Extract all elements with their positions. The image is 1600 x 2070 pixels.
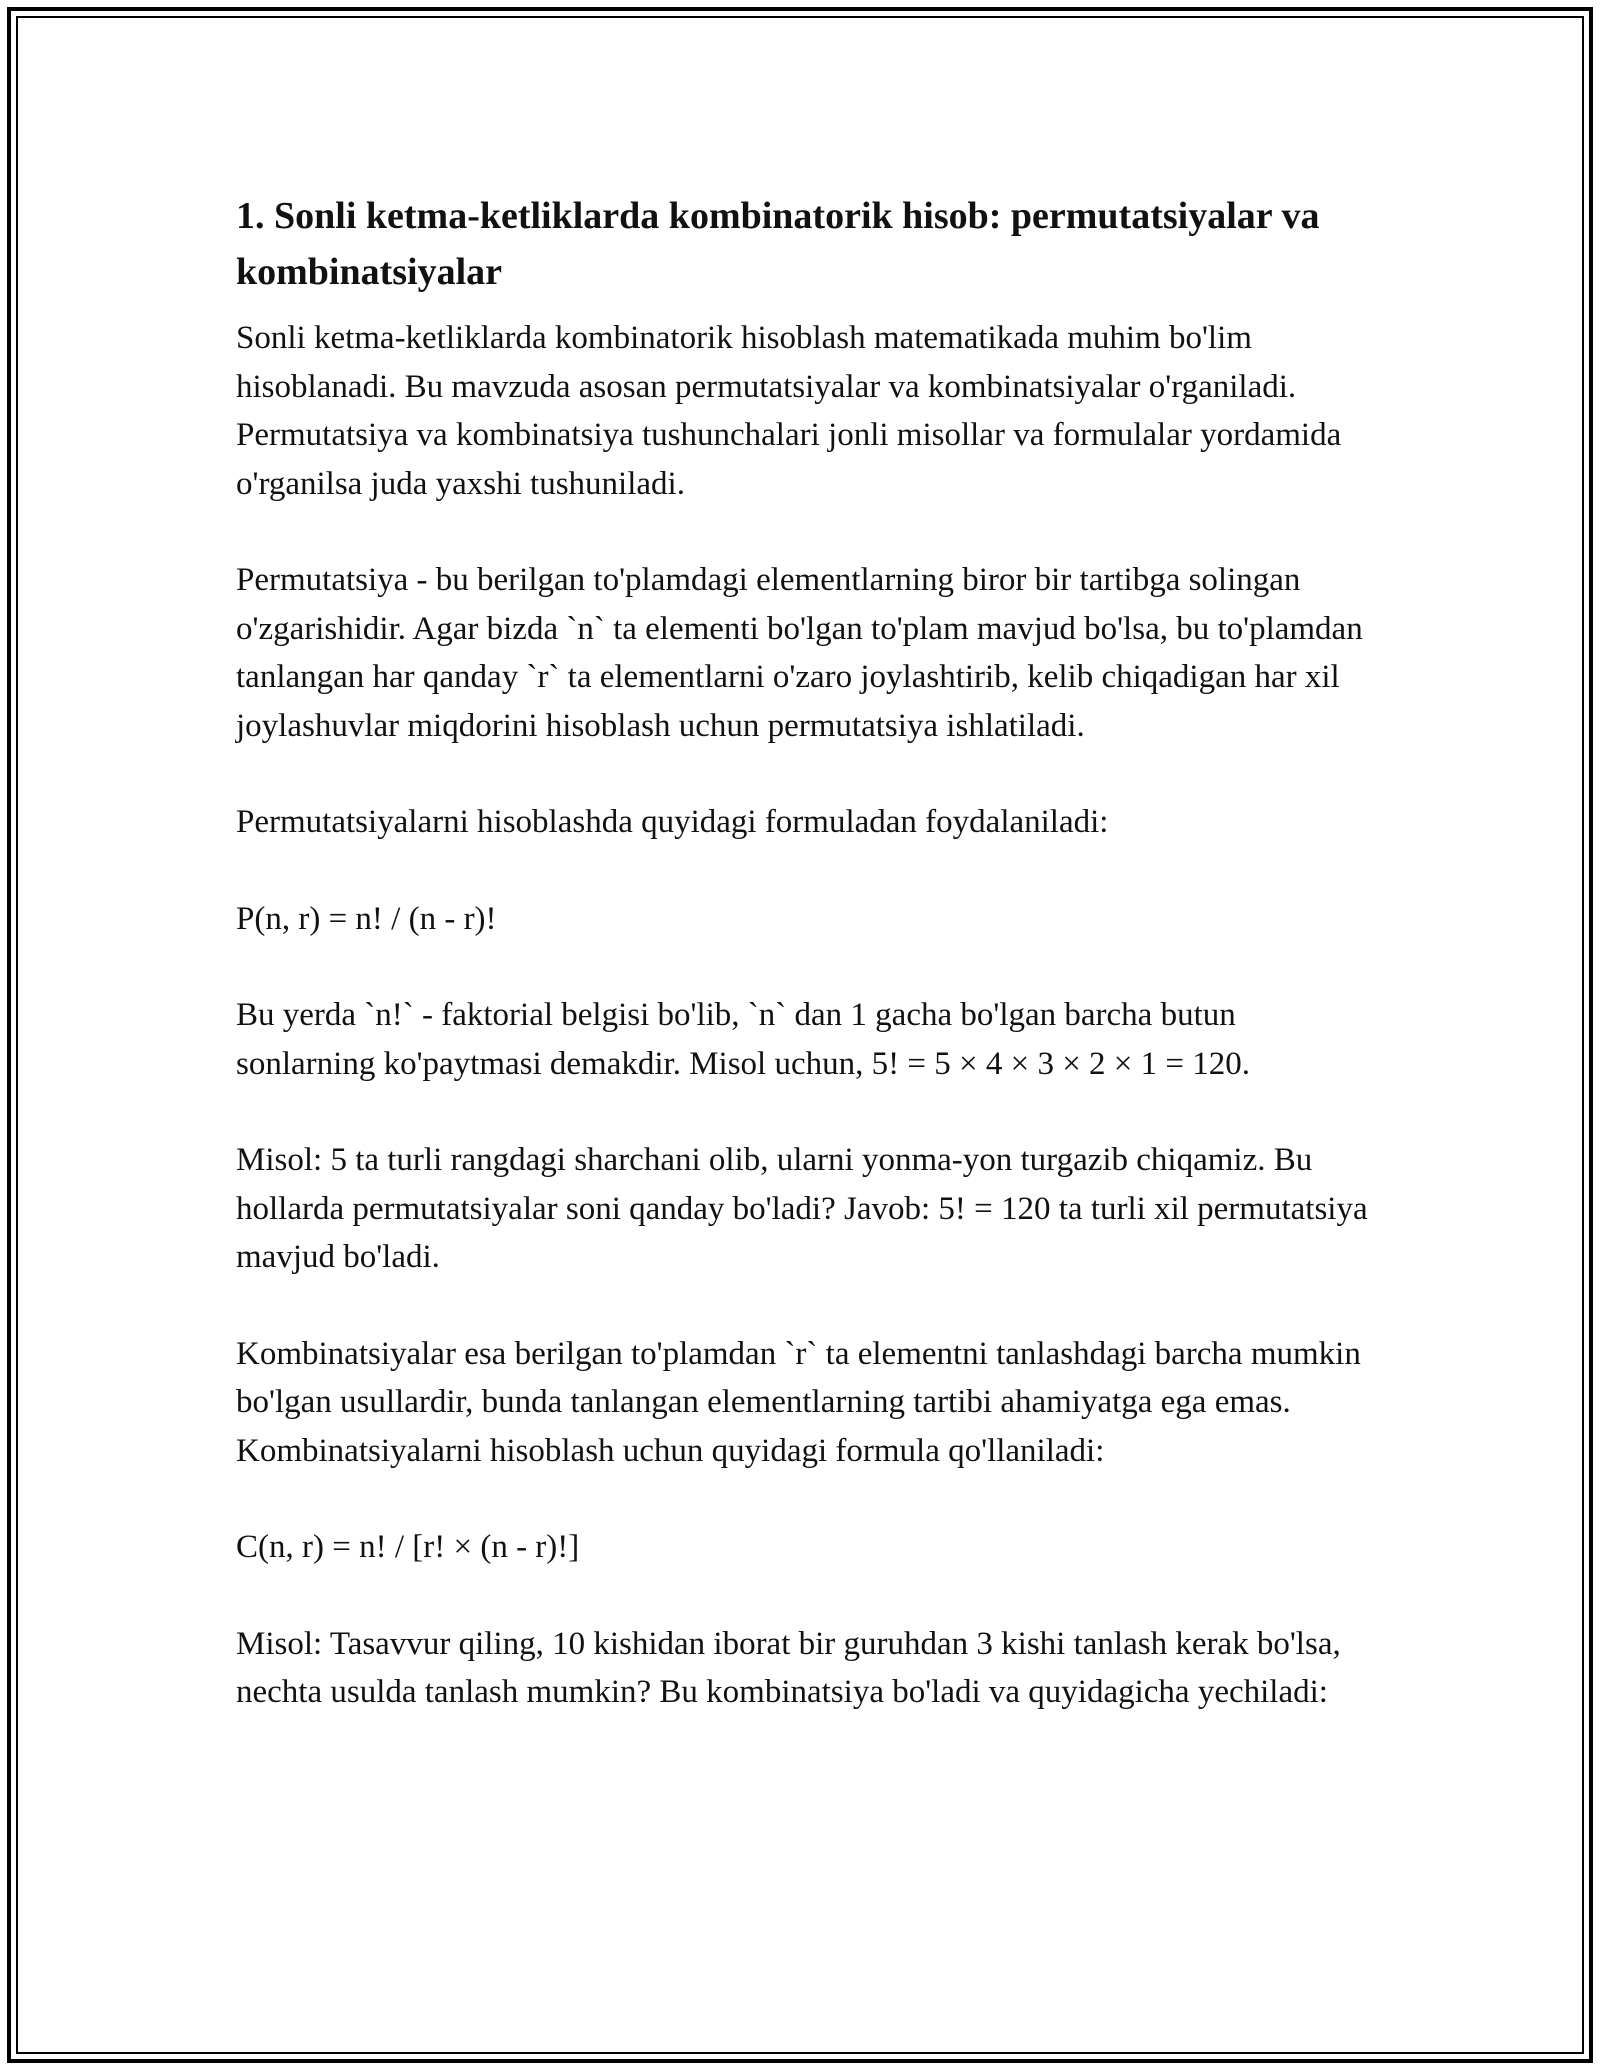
paragraph-permutation-definition: Permutatsiya - bu berilgan to'plamdagi elementlarning biror bir tartibga solingan o'zgarishidir. Agar bizda `n` ta elementi bo'lgan to'plam mavjud bo'lsa, bu to'plamdan tanlangan har qanday `r` ta elementlarni o'zaro joylashtirib, kelib chiqadigan har xil joylashuvlar miqdorini hisoblash uchun permutatsiya ishlatiladi.: [236, 562, 1363, 744]
paragraph-combination-example: Misol: Tasavvur qiling, 10 kishidan iborat bir guruhdan 3 kishi tanlash kerak bo'lsa, nechta usulda tanlash mumkin? Bu kombinatsiya bo'ladi va quyidagicha yechiladi:: [236, 1625, 1341, 1710]
paragraph-permutation-example: Misol: 5 ta turli rangdagi sharchani olib, ularni yonma-yon turgazib chiqamiz. Bu hollarda permutatsiyalar soni qanday bo'ladi? Javob: 5! = 120 ta turli xil permutatsiya mavjud bo'ladi.: [236, 1142, 1368, 1275]
combination-formula: C(n, r) = n! / [r! × (n - r)!]: [236, 1529, 580, 1565]
paragraph-factorial-explanation: Bu yerda `n!` - faktorial belgisi bo'lib, `n` dan 1 gacha bo'lgan barcha butun sonlarning ko'paytmasi demakdir. Misol uchun, 5! = 5 × 4 × 3 × 2 × 1 = 120.: [236, 997, 1251, 1082]
section-title: 1. Sonli ketma-ketliklarda kombinatorik hisob: permutatsiyalar va kombinatsiyalar: [236, 195, 1320, 293]
paragraph-combination-definition: Kombinatsiyalar esa berilgan to'plamdan `r` ta elementni tanlashdagi barcha mumkin bo'lgan usullardir, bunda tanlangan elementlarning tartibi ahamiyatga ega emas. Kombinatsiyalarni hisoblash uchun quyidagi formula qo'llaniladi:: [236, 1335, 1361, 1469]
document-body: [236, 188, 1376, 1765]
permutation-formula: P(n, r) = n! / (n - r)!: [236, 900, 497, 937]
paragraph-intro: Sonli ketma-ketliklarda kombinatorik hisoblash matematikada muhim bo'lim hisoblanadi. Bu mavzuda asosan permutatsiyalar va kombinatsiyalar o'rganiladi. Permutatsiya va kombinatsiya tushunchalari jonli misollar va formulalar yordamida o'rganilsa juda yaxshi tushuniladi.: [236, 320, 1342, 502]
paragraph-permutation-formula-intro: Permutatsiyalarni hisoblashda quyidagi formuladan foydalaniladi:: [236, 804, 1109, 840]
